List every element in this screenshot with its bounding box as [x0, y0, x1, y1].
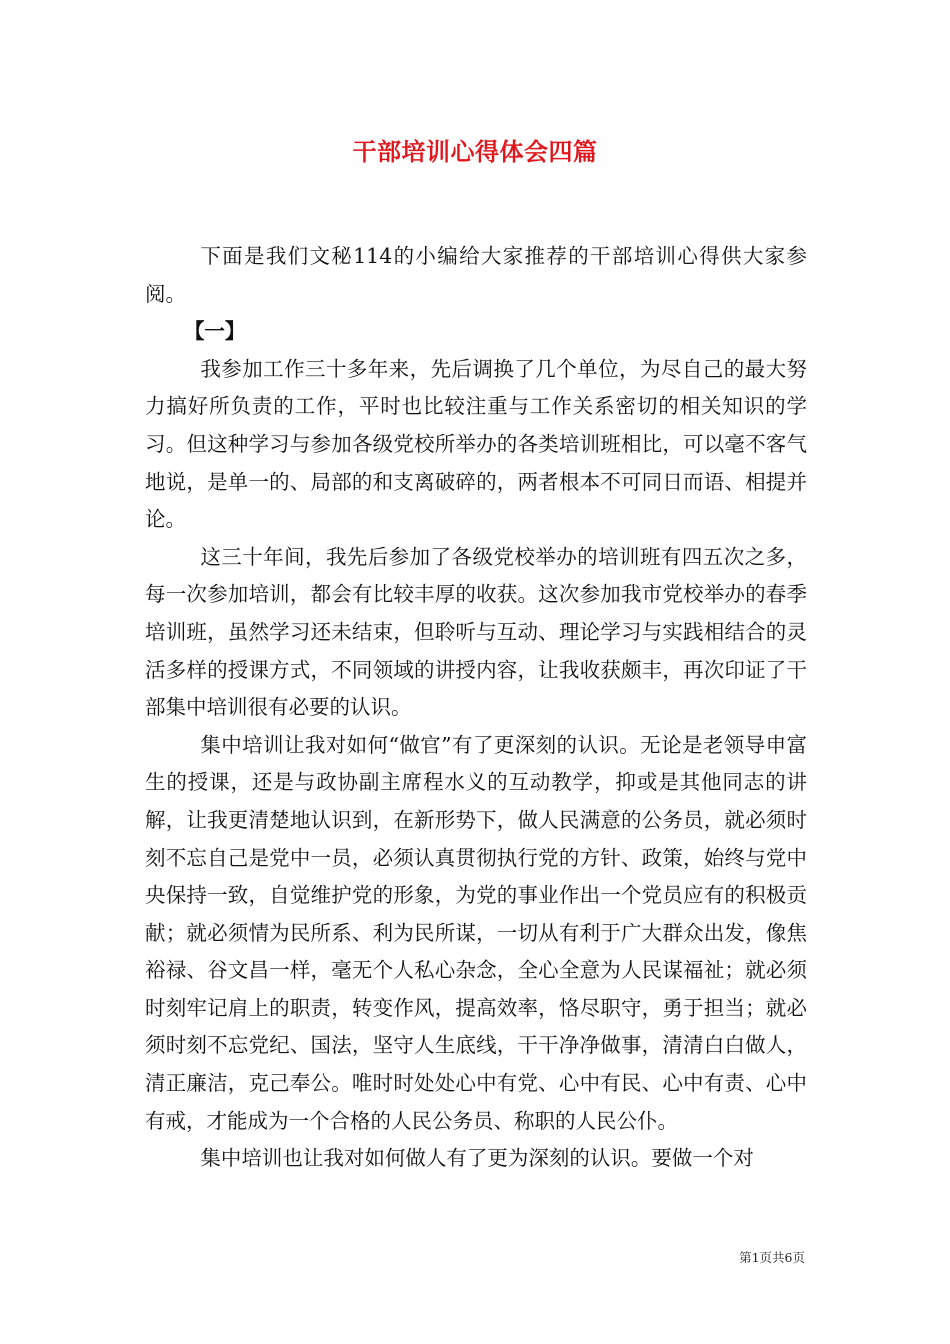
document-body — [145, 238, 807, 1178]
page-number-footer: 第1页共6页 — [739, 1250, 805, 1265]
intro-paragraph: 下面是我们文秘114的小编给大家推荐的干部培训心得供大家参阅。 — [145, 244, 807, 306]
section-heading: 【一】 — [183, 319, 246, 344]
body-paragraph: 这三十年间，我先后参加了各级党校举办的培训班有四五次之多，每一次参加培训，都会有比较丰厚的收获。这次参加我市党校举办的春季培训班，虽然学习还未结束，但聆听与互动、理论学习与实践相结合的灵活多样的授课方式，不同领域的讲授内容，让我收获颇丰，再次印证了干部集中培训很有必要的认识。 — [145, 544, 807, 720]
body-paragraph: 集中培训也让我对如何做人有了更为深刻的认识。要做一个对 — [200, 1146, 754, 1171]
body-paragraph: 我参加工作三十多年来，先后调换了几个单位，为尽自己的最大努力搞好所负责的工作，平时也比较注重与工作关系密切的相关知识的学习。但这种学习与参加各级党校所举办的各类培训班相比，可以毫不客气地说，是单一的、局部的和支离破碎的，两者根本不可同日而语、相提并论。 — [145, 356, 807, 532]
body-paragraph: 集中培训让我对如何“做官”有了更深刻的认识。无论是老领导申富生的授课，还是与政协副主席程水义的互动教学，抑或是其他同志的讲解，让我更清楚地认识到，在新形势下，做人民满意的公务员，就必须时刻不忘自己是党中一员，必须认真贯彻执行党的方针、政策，始终与党中央保持一致，自觉维护党的形象，为党的事业作出一个党员应有的积极贡献；就必须情为民所系、利为民所谋，一切从有利于广大群众出发，像焦裕禄、谷文昌一样，毫无个人私心杂念，全心全意为人民谋福祉；就必须时刻牢记肩上的职责，转变作风，提高效率，恪尽职守，勇于担当；就必须时刻不忘党纪、国法，坚守人生底线，干干净净做事，清清白白做人，清正廉洁，克己奉公。唯时时处处心中有党、心中有民、心中有责、心中有戒，才能成为一个合格的人民公务员、称职的人民公仆。 — [145, 732, 807, 1133]
document-title: 干部培训心得体会四篇 — [352, 137, 598, 166]
